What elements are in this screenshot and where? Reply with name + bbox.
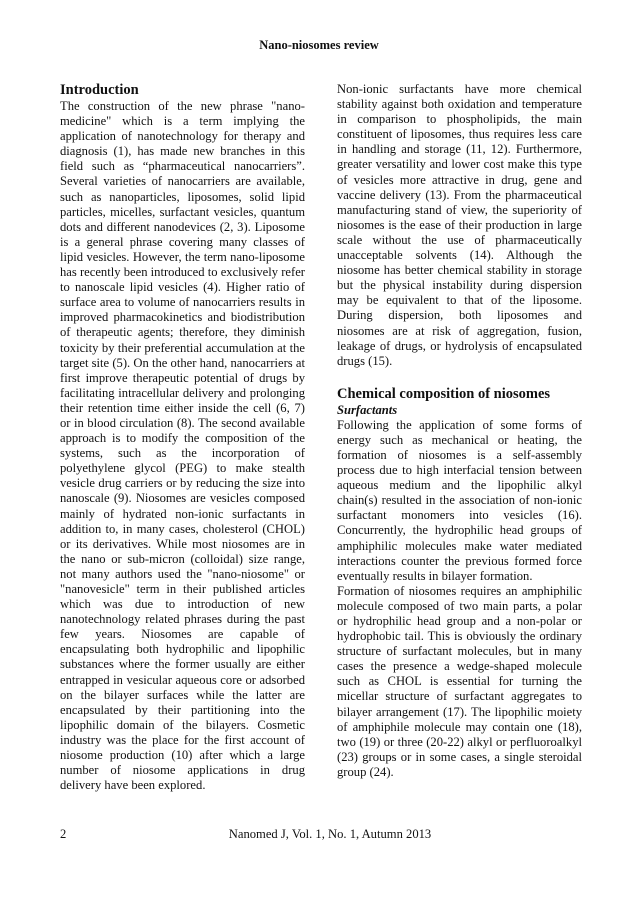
- page-number: 2: [60, 827, 67, 841]
- right-column: [337, 82, 582, 780]
- section-heading-introduction: Introduction: [60, 82, 139, 98]
- body-paragraph: Following the application of some forms of energy such as mechanical or heating, the formation of niosomes is a self-assembly process due to high interfacial tension between aqueous medium and the lipophilic alkyl chain(s) resulted in the association of non-ionic surfactant monomers into vesicles (16). Concurrently, the hydrophilic head groups of amphiphilic molecules make water mediated interactions counter the previous formed force eventually results in bilayer formation.: [337, 417, 582, 583]
- body-paragraph: Formation of niosomes requires an amphiphilic molecule composed of two main parts, a polar or hydrophilic head group and a non-polar or hydrophobic tail. This is obviously the ordinary structure of surfactant molecules, but in many cases the presence a wedge-shaped molecule such as CHOL is essential for turning the micellar structure of surfactant aggregates to bilayer arrangement (17). The lipophilic moiety of amphiphile molecule may contain one (18), two (19) or three (20-22) alkyl or perfluoroalkyl (23) groups or in some cases, a single steroidal group (24).: [337, 583, 582, 779]
- introduction-paragraph: The construction of the new phrase "nano-medicine" which is a term implying the application of nanotechnology for therapy and diagnosis (1), has made new branches in this field such as “pharmaceutical nanocarriers”. Several varieties of nanocarriers are available, such as nanoparticles, liposomes, solid lipid particles, micelles, surfactant vesicles, quantum dots and different nanodevices (2, 3). Liposome is a general phrase covering many classes of lipid vesicles. However, the term nano-liposome has recently been introduced to exclusively refer to nanoscale lipid vesicles (4). Higher ratio of surface area to volume of nanocarriers results in improved pharmacokinetics and biodistribution of therapeutic agents; therefore, they diminish toxicity by their preferential accumulation at the target site (5). On the other hand, nanocarriers at first improve therapeutic potential of drugs by facilitating intracellular delivery and prolonging their retention time either inside the cell (6, 7) or in blood circulation (8). The second available approach is to modify the composition of the systems, such as the incorporation of polyethylene glycol (PEG) to make stealth vesicle drug carriers or by reducing the size into nanoscale (9). Niosomes are vesicles composed mainly of hydrated non-ionic surfactants in addition to, in many cases, cholesterol (CHOL) or its derivatives. While most niosomes are in the nano or sub-micron (colloidal) size range, not many authors used the "nano-niosome" or "nanovesicle" term in their published articles which was due to introduction of new nanotechnology related phrases during the past few years. Niosomes are capable of encapsulating both hydrophilic and lipophilic substances where the former usually are either entrapped in vesicular aqueous core or adsorbed on the bilayer surfaces while the latter are encapsulated by their partitioning into the lipophilic domain of the bilayers. Cosmetic industry was the place for the first account of niosome production (10) after which a large number of niosome applications in drug delivery have been explored.: [60, 99, 305, 793]
- running-title: Nano-niosomes review: [259, 38, 379, 52]
- paragraph-gap: [337, 369, 582, 386]
- left-column: [60, 82, 305, 793]
- subsection-heading-surfactants: Surfactants: [337, 402, 398, 417]
- section-heading-chemical-composition: Chemical composition of niosomes: [337, 385, 551, 402]
- journal-citation: Nanomed J, Vol. 1, No. 1, Autumn 2013: [228, 827, 432, 841]
- body-paragraph: Non-ionic surfactants have more chemical stability against both oxidation and temperature in comparison to phospholipids, the main constituent of liposomes, thus requires less care in handling and storage (11, 12). Furthermore, greater versatility and lower cost make this type of vesicles more attractive in drug, gene and vaccine delivery (13). From the pharmaceutical manufacturing stand of view, the superiority of niosomes is the ease of their production in large scale without the use of pharmaceutically unacceptable solvents (14). Although the niosome has better chemical stability in storage but the physical instability during dispersion may be equivalent to that of the liposome. During dispersion, both liposomes and niosomes are at risk of aggregation, fusion, leakage of drugs, or hydrolysis of encapsulated drugs (15).: [337, 82, 582, 368]
